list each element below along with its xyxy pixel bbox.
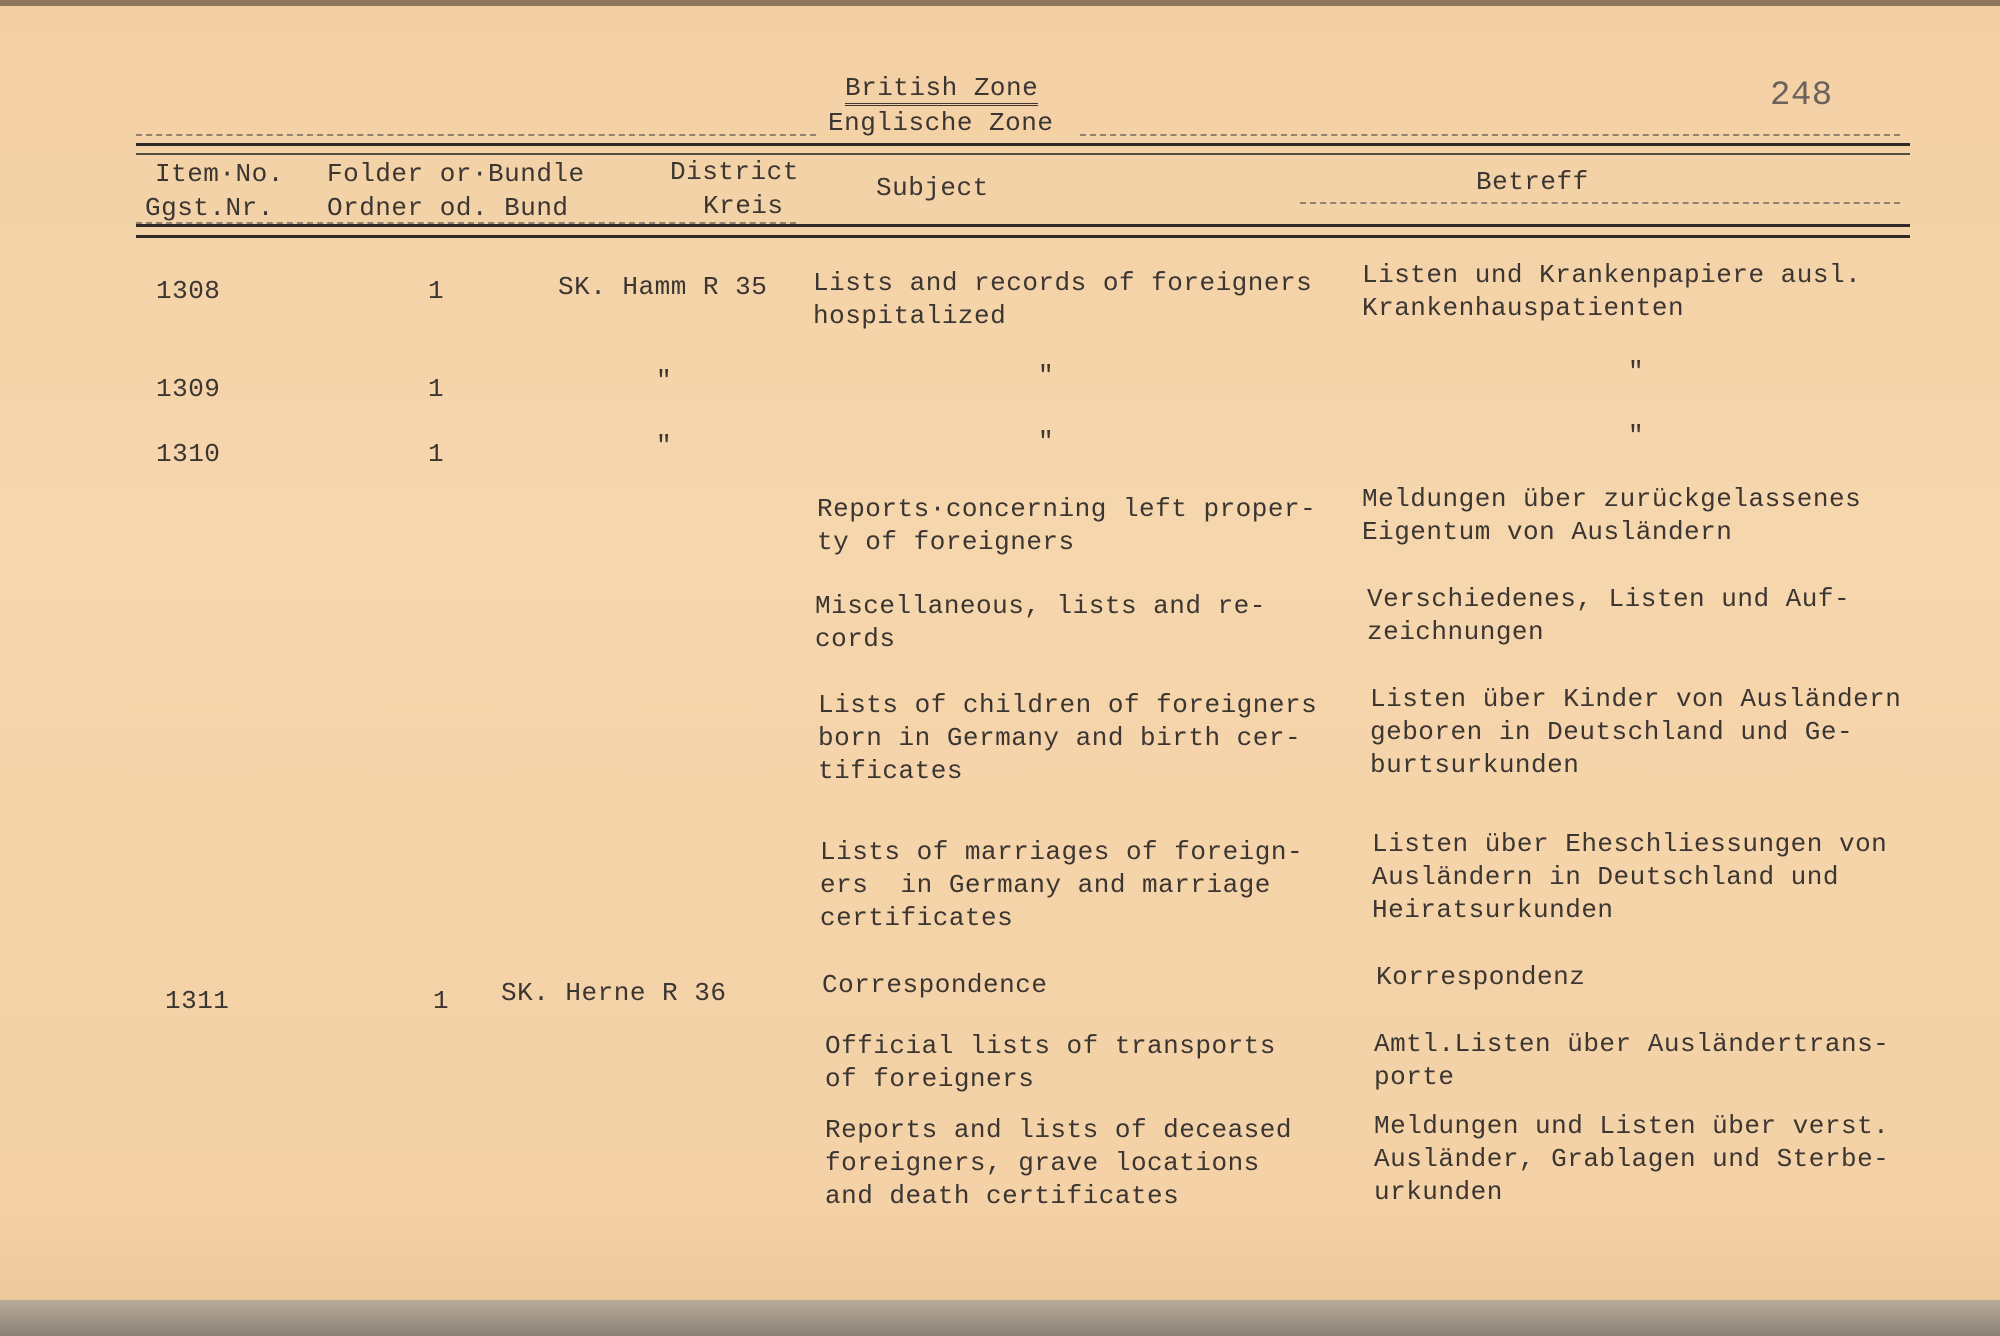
subject: Reports and lists of deceased foreigners, grave locations and death certificates <box>825 1115 1292 1211</box>
betreff: " <box>1628 421 1645 451</box>
district: " <box>656 366 673 396</box>
betreff: " <box>1628 357 1645 387</box>
dashed-rule <box>1300 202 1900 204</box>
zone-title-en <box>845 72 1038 105</box>
subject: Reports·concerning left proper- ty of foreigners <box>817 494 1317 557</box>
header-rule-bottom-2 <box>136 235 1910 238</box>
subject: Lists of children of foreigners born in Germany and birth cer- tificates <box>818 690 1318 786</box>
folder-count: 1 <box>428 374 445 404</box>
col-district-en: District <box>670 157 799 187</box>
item-number: 1311 <box>165 986 230 1016</box>
col-item-de: Ggst.Nr. <box>145 193 274 223</box>
col-folder-en: Folder or·Bundle <box>327 159 585 189</box>
folder-count: 1 <box>428 439 445 469</box>
district: " <box>656 431 673 461</box>
subject: Correspondence <box>822 970 1048 1000</box>
subject: Lists of marriages of foreign- ers in Germany and marriage certificates <box>820 837 1304 933</box>
col-betreff: Betreff <box>1476 167 1589 197</box>
col-subject: Subject <box>876 173 989 203</box>
betreff: Verschiedenes, Listen und Auf- zeichnungen <box>1367 584 1851 647</box>
item-number: 1308 <box>156 276 221 306</box>
col-item-en: Item·No. <box>155 159 284 189</box>
col-folder-de: Ordner od. Bund <box>327 193 569 223</box>
dashed-rule <box>1080 134 1900 136</box>
folder-count: 1 <box>428 276 445 306</box>
betreff: Korrespondenz <box>1376 962 1586 992</box>
betreff: Listen über Eheschliessungen von Ausländern in Deutschland und Heiratsurkunden <box>1372 829 1888 925</box>
page-number: 248 <box>1770 77 1833 115</box>
header-rule-bottom <box>136 224 1910 227</box>
betreff: Amtl.Listen über Ausländertrans- porte <box>1374 1029 1890 1092</box>
district: SK. Hamm R 35 <box>558 272 768 302</box>
betreff: Meldungen und Listen über verst. Ausländer, Grablagen und Sterbe- urkunden <box>1374 1111 1890 1207</box>
dashed-rule <box>136 134 816 136</box>
zone-title-de: Englische Zone <box>828 108 1054 138</box>
betreff: Meldungen über zurückgelassenes Eigentum von Ausländern <box>1362 484 1862 547</box>
subject: " <box>1038 427 1055 457</box>
subject: Miscellaneous, lists and re- cords <box>815 591 1266 654</box>
zone-title-en-text: British Zone <box>845 73 1038 106</box>
betreff: Listen und Krankenpapiere ausl. Krankenhauspatienten <box>1362 260 1862 323</box>
subject: " <box>1038 361 1055 391</box>
header-rule-top-2 <box>136 153 1910 155</box>
col-district-de: Kreis <box>703 191 784 221</box>
district: SK. Herne R 36 <box>501 978 727 1008</box>
subject: Official lists of transports of foreigners <box>825 1031 1276 1094</box>
page-top-edge <box>0 0 2000 6</box>
item-number: 1309 <box>156 374 221 404</box>
page-bottom-edge <box>0 1300 2000 1336</box>
header-rule-top <box>136 143 1910 146</box>
betreff: Listen über Kinder von Ausländern geboren in Deutschland und Ge- burtsurkunden <box>1370 684 1902 780</box>
item-number: 1310 <box>156 439 221 469</box>
subject: Lists and records of foreigners hospitalized <box>813 268 1313 331</box>
folder-count: 1 <box>433 986 450 1016</box>
